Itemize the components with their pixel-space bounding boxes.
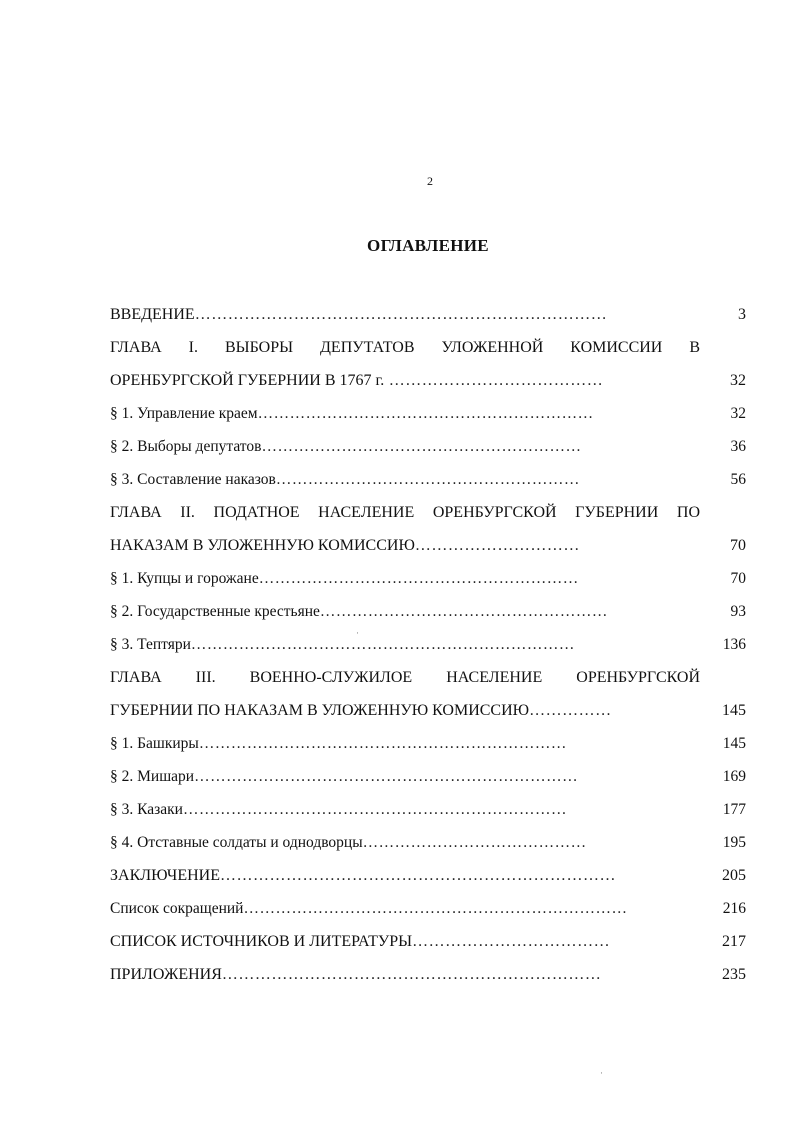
- toc-entry-page: 195: [722, 834, 746, 851]
- toc-leader-dots: ………………………………………………………………: [182, 801, 567, 818]
- toc-entry-title: ПРИЛОЖЕНИЯ: [110, 966, 222, 983]
- toc-entry: [110, 727, 746, 760]
- toc-entry: [110, 364, 746, 397]
- toc-entry: [110, 595, 746, 628]
- toc-entry-title: § 1. Управление краем: [110, 405, 258, 422]
- toc-leader-dots: ……………………………………………………………: [221, 966, 602, 983]
- toc-entry-heading-line: [110, 331, 746, 364]
- toc-entry-title: § 2. Государственные крестьяне: [110, 603, 320, 620]
- toc-entry-title: ГЛАВА III. ВОЕННО-СЛУЖИЛОЕ НАСЕЛЕНИЕ ОРЕНБУРГСКОЙ: [110, 669, 700, 686]
- toc-entry-page: 205: [722, 867, 746, 884]
- toc-leader-dots: …………………………………: [384, 372, 604, 389]
- toc-leader-dots: ……………: [529, 702, 612, 719]
- toc-entry-title: § 1. Башкиры: [110, 735, 199, 752]
- toc-entry-page: 177: [722, 801, 746, 818]
- toc-entry-title: ГЛАВА I. ВЫБОРЫ ДЕПУТАТОВ УЛОЖЕННОЙ КОМИССИИ В: [110, 339, 700, 356]
- toc-leader-dots: ………………………………………………………………: [194, 768, 579, 785]
- toc-entry-page: 145: [722, 702, 746, 719]
- toc-entry: [110, 958, 746, 991]
- toc-entry-title: ГЛАВА II. ПОДАТНОЕ НАСЕЛЕНИЕ ОРЕНБУРГСКОЙ ГУБЕРНИИ ПО: [110, 504, 700, 521]
- toc-entry-title: НАКАЗАМ В УЛОЖЕННУЮ КОМИССИЮ: [110, 537, 415, 554]
- toc-heading: ОГЛАВЛЕНИЕ: [367, 236, 489, 255]
- toc-entry-page: 235: [722, 966, 746, 983]
- table-of-contents: [110, 298, 746, 991]
- toc-entry-heading-line: [110, 496, 746, 529]
- toc-entry-page: 70: [730, 570, 746, 587]
- toc-entry-title: ЗАКЛЮЧЕНИЕ: [110, 867, 220, 884]
- toc-entry-page: 36: [730, 438, 746, 455]
- toc-leader-dots: ………………………………………………………: [257, 405, 594, 422]
- toc-entry: [110, 826, 746, 859]
- scan-speck: ·: [600, 1068, 603, 1078]
- toc-entry-page: 136: [722, 636, 746, 653]
- toc-leader-dots: …………………………………………………: [275, 471, 580, 488]
- toc-entry-page: 93: [730, 603, 746, 620]
- toc-entry-title: ОРЕНБУРГСКОЙ ГУБЕРНИИ В 1767 г.: [110, 372, 385, 389]
- toc-entry: [110, 925, 746, 958]
- page-number: 2: [427, 174, 433, 188]
- toc-entry-page: 217: [722, 933, 746, 950]
- toc-leader-dots: ……………………………………………………: [258, 570, 579, 587]
- toc-entry: [110, 628, 746, 661]
- toc-entry-title: § 4. Отставные солдаты и однодворцы: [110, 834, 363, 851]
- toc-entry: [110, 793, 746, 826]
- toc-entry-title: § 3. Казаки: [110, 801, 183, 818]
- toc-entry-title: § 1. Купцы и горожане: [110, 570, 259, 587]
- toc-leader-dots: …………………………: [414, 537, 580, 554]
- toc-entry-title: § 2. Выборы депутатов: [110, 438, 262, 455]
- toc-entry-page: 32: [730, 405, 746, 422]
- toc-leader-dots: ……………………………………………………: [261, 438, 582, 455]
- toc-entry-title: Список сокращений: [110, 900, 244, 917]
- toc-entry-title: § 3. Тептяри: [110, 636, 191, 653]
- toc-entry: [110, 694, 746, 727]
- toc-entry: [110, 529, 746, 562]
- toc-leader-dots: ………………………………………………: [319, 603, 608, 620]
- toc-leader-dots: ………………………………………………………………: [219, 867, 616, 884]
- toc-entry-heading-line: [110, 661, 746, 694]
- toc-leader-dots: ……………………………………: [362, 834, 587, 851]
- toc-entry-page: 56: [730, 471, 746, 488]
- toc-leader-dots: ………………………………………………………………: [190, 636, 575, 653]
- scan-speck: ·: [356, 628, 359, 638]
- toc-entry-page: 32: [730, 372, 746, 389]
- toc-entry-page: 70: [730, 537, 746, 554]
- toc-entry: [110, 463, 746, 496]
- toc-leader-dots: ………………………………………………………………: [243, 900, 628, 917]
- toc-entry-title: ВВЕДЕНИЕ: [110, 306, 195, 323]
- toc-entry: [110, 859, 746, 892]
- toc-entry-title: СПИСОК ИСТОЧНИКОВ И ЛИТЕРАТУРЫ: [110, 933, 413, 950]
- toc-entry: [110, 892, 746, 925]
- toc-entry: [110, 298, 746, 331]
- toc-entry: [110, 397, 746, 430]
- toc-entry-title: § 3. Составление наказов: [110, 471, 276, 488]
- toc-entry-title: ГУБЕРНИИ ПО НАКАЗАМ В УЛОЖЕННУЮ КОМИССИЮ: [110, 702, 530, 719]
- toc-entry-title: § 2. Мишари: [110, 768, 195, 785]
- toc-entry: [110, 562, 746, 595]
- toc-leader-dots: ………………………………: [412, 933, 611, 950]
- toc-entry: [110, 760, 746, 793]
- toc-entry-page: 3: [738, 306, 746, 323]
- toc-leader-dots: ……………………………………………………………: [198, 735, 567, 752]
- toc-entry-page: 169: [722, 768, 746, 785]
- toc-leader-dots: …………………………………………………………………: [194, 306, 608, 323]
- toc-entry-page: 145: [722, 735, 746, 752]
- toc-entry: [110, 430, 746, 463]
- toc-entry-page: 216: [722, 900, 746, 917]
